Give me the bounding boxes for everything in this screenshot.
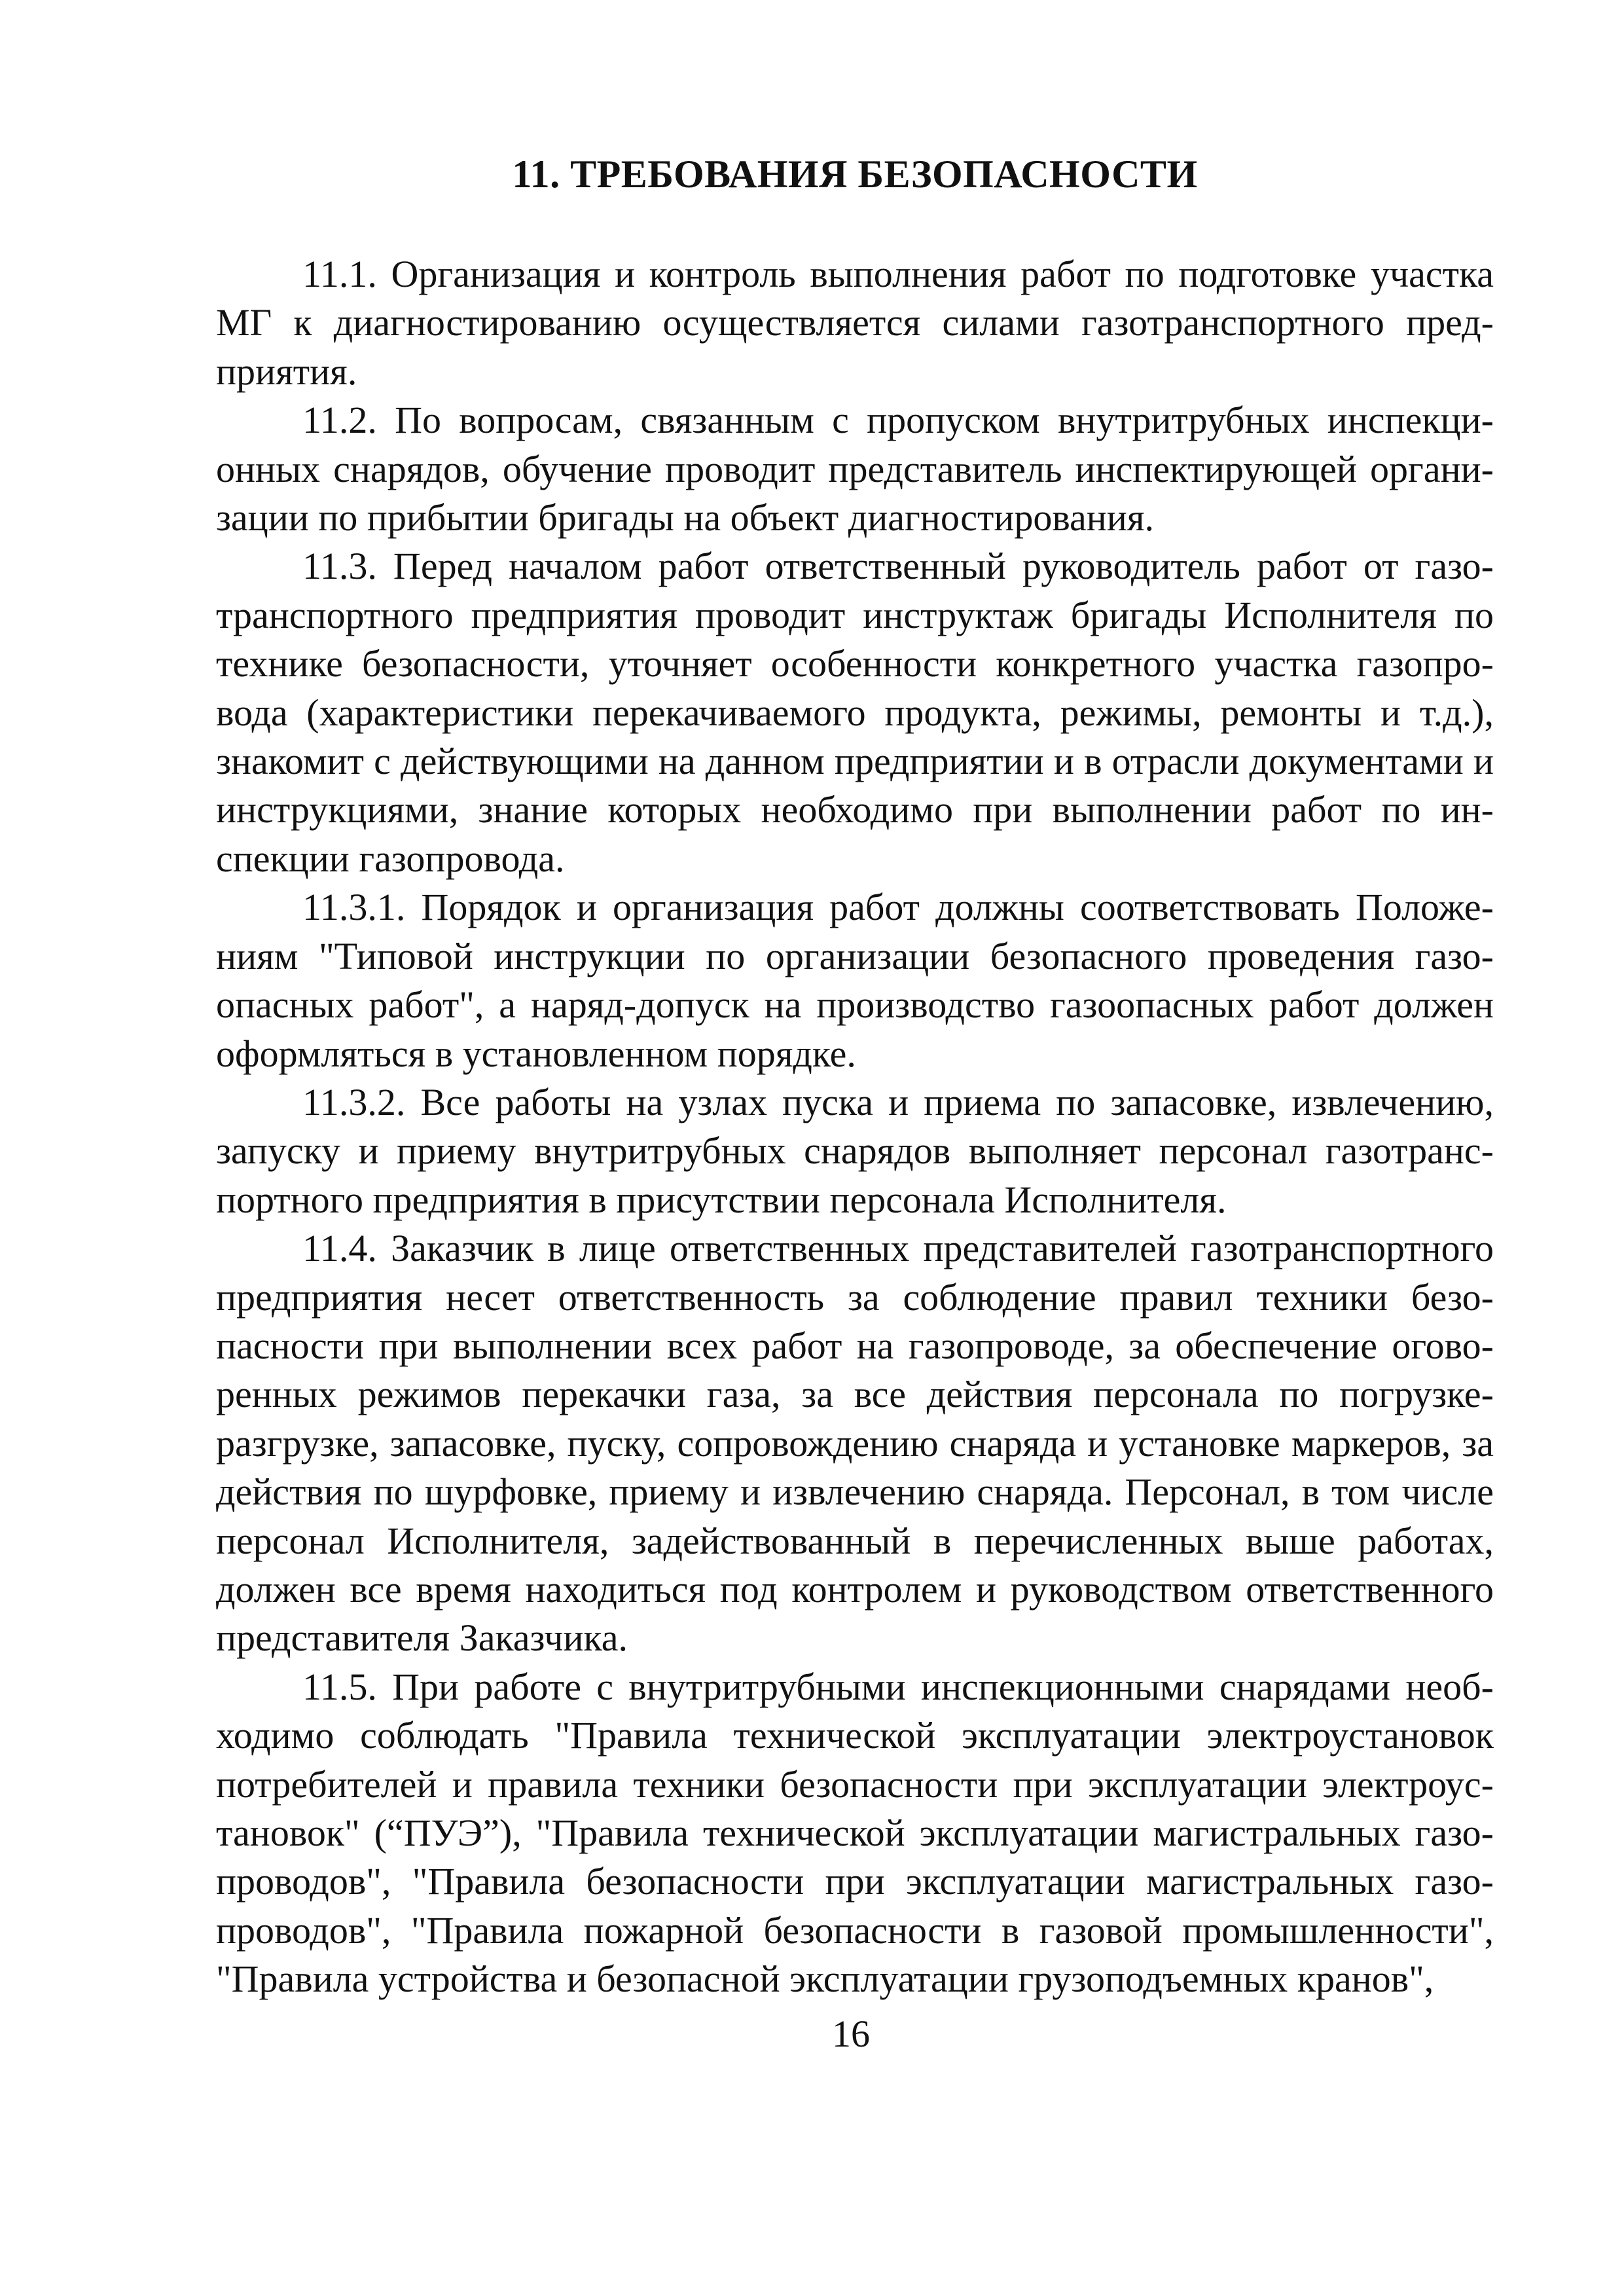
paragraph-11-4: 11.4. Заказчик в лице ответственных представителей газотранспортного предприятия несет ответственность за соблюдение правил техники безопасности при выполнении всех работ на газопроводе, за обеспечение оговоренных режимов перекачки газа, за все действия персонала по погрузке-разгрузке, запасовке, пуску, сопровождению снаряда и установке маркеров, за действия по шурфовке, приему и извлечению снаряда. Персонал, в том числе персонал Исполнителя, задействованный в перечисленных выше работах, должен все время находиться под контролем и руководством ответственного представителя Заказчика. xyxy=(216,1227,1494,1660)
paragraph-11-5: 11.5. При работе с внутритрубными инспекционными снарядами необходимо соблюдать "Правила технической эксплуатации электроустановок потребителей и правила техники безопасности при эксплуатации электроустановок" (“ПУЭ”), "Правила технической эксплуатации магистральных газопроводов", "Правила безопасности при эксплуатации магистральных газопроводов", "Правила пожарной безопасности в газовой промышленности", "Правила устройства и безопасной эксплуатации грузоподъемных кранов", xyxy=(216,1665,1494,2001)
paragraph-11-3: 11.3. Перед началом работ ответственный руководитель работ от газотранспортного предприятия проводит инструктаж бригады Исполнителя по технике безопасности, уточняет особенности конкретного участка газопровода (характеристики перекачиваемого продукта, режимы, ремонты и т.д.), знакомит с действующими на данном предприятии и в отрасли документами и инструкциями, знание которых необходимо при выполнении работ по инспекции газопровода. xyxy=(216,545,1494,880)
paragraph-11-2: 11.2. По вопросам, связанным с пропуском внутритрубных инспекционных снарядов, обучение проводит представитель инспектирующей организации по прибытии бригады на объект диагностирования. xyxy=(216,399,1494,539)
paragraph-11-3-2: 11.3.2. Все работы на узлах пуска и приема по запасовке, извлечению, запуску и приему внутритрубных снарядов выполняет персонал газотранспортного предприятия в присутствии персонала Исполнителя. xyxy=(216,1080,1494,1221)
section-body xyxy=(216,250,1494,2004)
page-number: 16 xyxy=(832,2013,870,2055)
paragraph-11-3-1: 11.3.1. Порядок и организация работ должны соответствовать Положениям "Типовой инструкции по организации безопасного проведения газоопасных работ", а наряд-допуск на производство газоопасных работ должен оформляться в установленном порядке. xyxy=(216,886,1494,1075)
section-heading: 11. ТРЕБОВАНИЯ БЕЗОПАСНОСТИ xyxy=(512,153,1198,196)
paragraph-11-1: 11.1. Организация и контроль выполнения работ по подготовке участка МГ к диагностированию осуществляется силами газотранспортного предприятия. xyxy=(216,253,1494,393)
